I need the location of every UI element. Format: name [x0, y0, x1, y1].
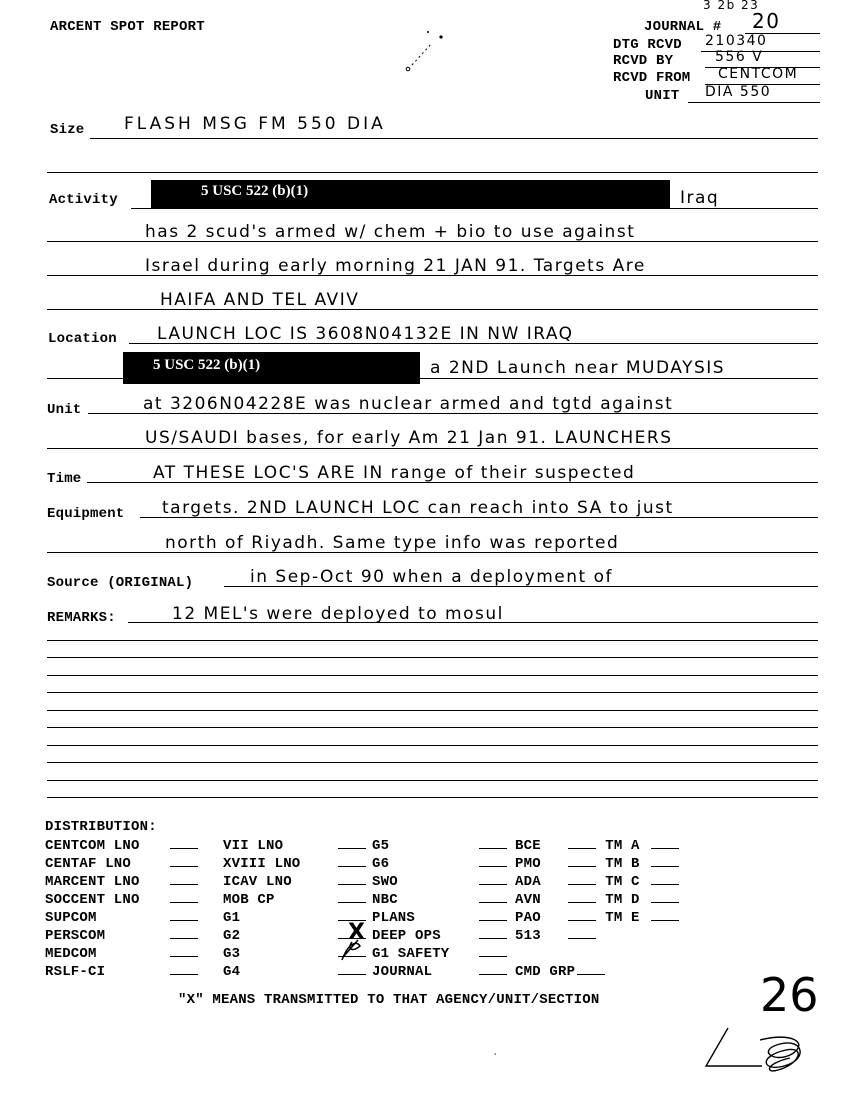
dist-bce: BCE: [515, 838, 541, 854]
dist-supcom: SUPCOM: [45, 910, 97, 926]
report-title: ARCENT SPOT REPORT: [50, 19, 205, 35]
dist-pao: PAO: [515, 910, 541, 926]
dist-mob-cp: MOB CP: [223, 892, 275, 908]
journal-note: 3 2b 23: [703, 0, 760, 12]
dist-tm-d: TM D: [605, 892, 640, 908]
dist-nbc: NBC: [372, 892, 398, 908]
dist-rslf-ci: RSLF-CI: [45, 964, 106, 980]
dist-g4: G4: [223, 964, 241, 980]
stray-dot: ': [494, 1052, 497, 1061]
distribution-grid: [45, 836, 825, 980]
unit-label: UNIT: [645, 88, 680, 104]
rcvd-from-label: RCVD FROM: [613, 70, 691, 86]
journal-label: JOURNAL #: [644, 19, 722, 35]
dist-icav-lno: ICAV LNO: [223, 874, 292, 890]
rcvd-by-label: RCVD BY: [613, 53, 674, 69]
dist-perscom: PERSCOM: [45, 928, 106, 944]
transmitted-note: "X" MEANS TRANSMITTED TO THAT AGENCY/UNIT/SECTION: [178, 992, 600, 1008]
dist-tm-e: TM E: [605, 910, 640, 926]
location-value: LAUNCH LOC IS 3608N04132E IN NW IRAQ: [157, 324, 574, 344]
unit-line-2: US/SAUDI bases, for early Am 21 Jan 91. LAUNCHERS: [145, 428, 673, 448]
dist-marcent: MARCENT LNO: [45, 874, 140, 890]
dist-g3: G3: [223, 946, 241, 962]
dtg-label: DTG RCVD: [613, 37, 682, 53]
equipment-value: targets. 2ND LAUNCH LOC can reach into SA to just: [162, 498, 674, 518]
redaction-block-2: 5 USC 522 (b)(1): [123, 352, 420, 384]
time-value: AT THESE LOC'S ARE IN range of their suspected: [153, 463, 636, 483]
dist-vii-lno: VII LNO: [223, 838, 284, 854]
redaction-block-1: 5 USC 522 (b)(1): [151, 180, 670, 209]
rcvd-by-value: 556 V: [715, 49, 764, 65]
remarks-label: REMARKS:: [47, 610, 116, 626]
dist-513: 513: [515, 928, 541, 944]
dist-ada: ADA: [515, 874, 541, 890]
dist-tm-b: TM B: [605, 856, 640, 872]
journal-value: 20: [752, 9, 781, 33]
dist-g1: G1: [223, 910, 241, 926]
size-label: Size: [50, 122, 85, 138]
unit-field-value: at 3206N04228E was nuclear armed and tgtd against: [143, 394, 674, 414]
dist-soccent: SOCCENT LNO: [45, 892, 140, 908]
location-tail: a 2ND Launch near MUDAYSIS: [430, 358, 726, 378]
deep-ops-check-mark: X: [348, 920, 367, 945]
dist-centcom: CENTCOM LNO: [45, 838, 140, 854]
page-number: 26: [760, 968, 819, 1022]
dist-g5: G5: [372, 838, 390, 854]
activity-line-3: HAIFA AND TEL AVIV: [160, 290, 360, 310]
dist-swo: SWO: [372, 874, 398, 890]
dist-g2: G2: [223, 928, 241, 944]
distribution-title: DISTRIBUTION:: [45, 819, 157, 835]
dist-g6: G6: [372, 856, 390, 872]
time-label: Time: [47, 471, 82, 487]
dist-tm-c: TM C: [605, 874, 640, 890]
dist-medcom: MEDCOM: [45, 946, 97, 962]
signature-scribble: [700, 1020, 820, 1080]
dist-deep-ops: DEEP OPS: [372, 928, 441, 944]
dtg-value: 210340: [705, 33, 768, 49]
dist-plans: PLANS: [372, 910, 416, 926]
dist-tm-a: TM A: [605, 838, 640, 854]
activity-line-1: has 2 scud's armed w/ chem + bio to use against: [145, 222, 636, 242]
unit-field-label: Unit: [47, 402, 82, 418]
equipment-line-2: north of Riyadh. Same type info was reported: [165, 533, 620, 553]
dist-xviii-lno: XVIII LNO: [223, 856, 301, 872]
dist-pmo: PMO: [515, 856, 541, 872]
activity-label: Activity: [49, 192, 118, 208]
dist-journal: JOURNAL: [372, 964, 433, 980]
stray-marks: [400, 25, 450, 75]
size-value: FLASH MSG FM 550 DIA: [124, 114, 386, 134]
scribble-mark: [338, 936, 368, 964]
equipment-label: Equipment: [47, 506, 125, 522]
rcvd-from-value: CENTCOM: [718, 66, 799, 82]
dist-g1-safety: G1 SAFETY: [372, 946, 450, 962]
dist-cmd-grp: CMD GRP: [515, 962, 605, 980]
activity-line-2: Israel during early morning 21 JAN 91. Targets Are: [145, 256, 646, 276]
source-label: Source (ORIGINAL): [47, 575, 194, 591]
remarks-value: 12 MEL's were deployed to mosul: [172, 604, 504, 624]
dist-avn: AVN: [515, 892, 541, 908]
source-value: in Sep-Oct 90 when a deployment of: [250, 567, 613, 587]
dist-centaf: CENTAF LNO: [45, 856, 132, 872]
location-label: Location: [48, 331, 117, 347]
activity-tail: Iraq: [680, 188, 720, 208]
unit-value: DIA 550: [705, 84, 772, 100]
